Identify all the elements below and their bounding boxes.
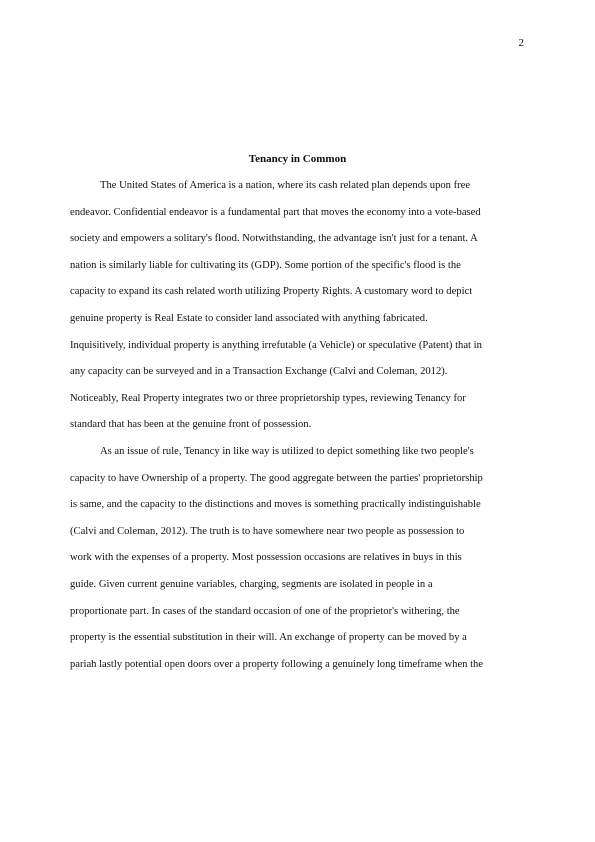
paragraph-line: The United States of America is a nation, where its cash related plan depends upon free (100, 180, 471, 191)
document-title: Tenancy in Common (248, 153, 347, 165)
paragraph-line: proportionate part. In cases of the standard occasion of one of the proprietor's withering, the (70, 605, 460, 617)
paragraph-2 (70, 439, 530, 678)
paragraph-line: any capacity can be surveyed and in a Transaction Exchange (Calvi and Coleman, 2012). (70, 366, 448, 378)
paragraph-line: is same, and the capacity to the distinctions and moves is something practically indistinguishable (70, 499, 481, 511)
paragraph-line: genuine property is Real Estate to consider land associated with anything fabricated. (70, 312, 428, 324)
paragraph-line: pariah lastly potential open doors over a property following a genuinely long timeframe when the (70, 658, 484, 670)
paragraph-line: society and empowers a solitary's flood. Notwithstanding, the advantage isn't just for a tenant. A (70, 233, 478, 245)
paragraph-line: endeavor. Confidential endeavor is a fundamental part that moves the economy into a vote-based (70, 206, 481, 218)
paragraph-line: capacity to have Ownership of a property. The good aggregate between the parties' proprietorship (70, 472, 483, 484)
paragraph-line: Noticeably, Real Property integrates two or three proprietorship types, reviewing Tenancy for (70, 392, 466, 404)
paragraph-line: nation is similarly liable for cultivating its (GDP). Some portion of the specific's flood is the (70, 259, 461, 271)
paragraph-line: capacity to expand its cash related worth utilizing Property Rights. A customary word to depict (70, 286, 473, 298)
paragraph-1 (70, 173, 530, 439)
document-body (70, 173, 530, 678)
page-number: 2 (518, 37, 524, 49)
paragraph-line: standard that has been at the genuine front of possession. (70, 419, 312, 431)
paragraph-line: guide. Given current genuine variables, charging, segments are isolated in people in a (70, 578, 433, 590)
paragraph-line: As an issue of rule, Tenancy in like way is utilized to depict something like two people's (100, 445, 474, 457)
paragraph-line: (Calvi and Coleman, 2012). The truth is to have somewhere near two people as possession to (70, 525, 465, 537)
paragraph-line: work with the expenses of a property. Most possession occasions are relatives in buys in this (70, 552, 462, 564)
paragraph-line: property is the essential substitution in their will. An exchange of property can be moved by a (70, 632, 467, 644)
paragraph-line: Inquisitively, individual property is anything irrefutable (a Vehicle) or speculative (Patent) that in (70, 339, 482, 351)
